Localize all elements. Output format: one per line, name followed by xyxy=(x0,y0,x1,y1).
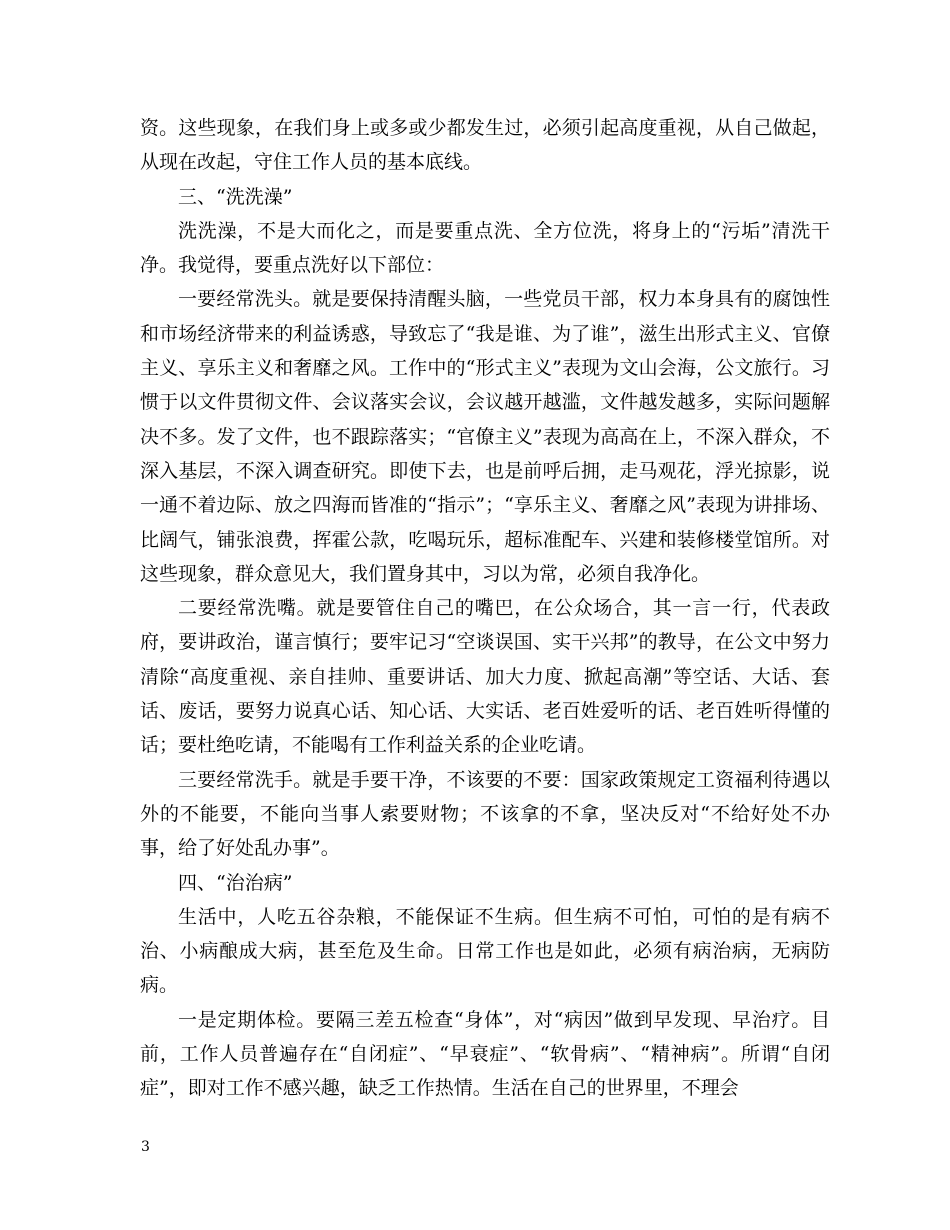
paragraph: 洗洗澡，不是大而化之，而是要重点洗、全方位洗，将身上的“污垢”清洗干净。我觉得，要重点洗好以下部位： xyxy=(140,219,830,277)
paragraph: 二要经常洗嘴。就是要管住自己的嘴巴，在公众场合，其一言一行，代表政府，要讲政治，谨言慎行；要牢记习“空谈误国、实干兴邦”的教导，在公文中努力清除“高度重视、亲自挂帅、重要讲话、加大力度、掀起高潮”等空话、大话、套话、废话，要努力说真心话、知心话、大实话、老百姓爱听的话、老百姓听得懂的话；要杜绝吃请，不能喝有工作利益关系的企业吃请。 xyxy=(140,597,830,757)
paragraph: 资。这些现象，在我们身上或多或少都发生过，必须引起高度重视，从自己做起，从现在改起，守住工作人员的基本底线。 xyxy=(140,117,830,174)
section-heading: 四、“治治病” xyxy=(178,871,293,894)
document-body xyxy=(140,111,830,1106)
paragraph: 一要经常洗头。就是要保持清醒头脑，一些党员干部，权力本身具有的腐蚀性和市场经济带来的利益诱惑，导致忘了“我是谁、为了谁”，滋生出形式主义、官僚主义、享乐主义和奢靡之风。工作中的“形式主义”表现为文山会海，公文旅行。习惯于以文件贯彻文件、会议落实会议，会议越开越滥，文件越发越多，实际问题解决不多。发了文件，也不跟踪落实；“官僚主义”表现为高高在上，不深入群众，不深入基层，不深入调查研究。即使下去，也是前呼后拥，走马观花，浮光掠影，说一通不着边际、放之四海而皆准的“指示”；“享乐主义、奢靡之风”表现为讲排场、比阔气，铺张浪费，挥霍公款，吃喝玩乐，超标准配车、兴建和装修楼堂馆所。对这些现象，群众意见大，我们置身其中，习以为常，必须自我净化。 xyxy=(140,288,830,585)
page-number: 3 xyxy=(141,1139,150,1155)
paragraph: 生活中，人吃五谷杂粮，不能保证不生病。但生病不可怕，可怕的是有病不治、小病酿成大病，甚至危及生命。日常工作也是如此，必须有病治病，无病防病。 xyxy=(140,905,830,997)
paragraph: 三要经常洗手。就是手要干净，不该要的不要：国家政策规定工资福利待遇以外的不能要，不能向当事人索要财物；不该拿的不拿，坚决反对“不给好处不办事，给了好处乱办事”。 xyxy=(140,768,830,860)
section-heading: 三、“洗洗澡” xyxy=(178,185,293,208)
paragraph: 一是定期体检。要隔三差五检查“身体”，对“病因”做到早发现、早治疗。目前，工作人员普遍存在“自闭症”、“早衰症”、“软骨病”、“精神病”。所谓“自闭症”，即对工作不感兴趣，缺乏工作热情。生活在自己的世界里，不理会 xyxy=(140,1008,830,1100)
